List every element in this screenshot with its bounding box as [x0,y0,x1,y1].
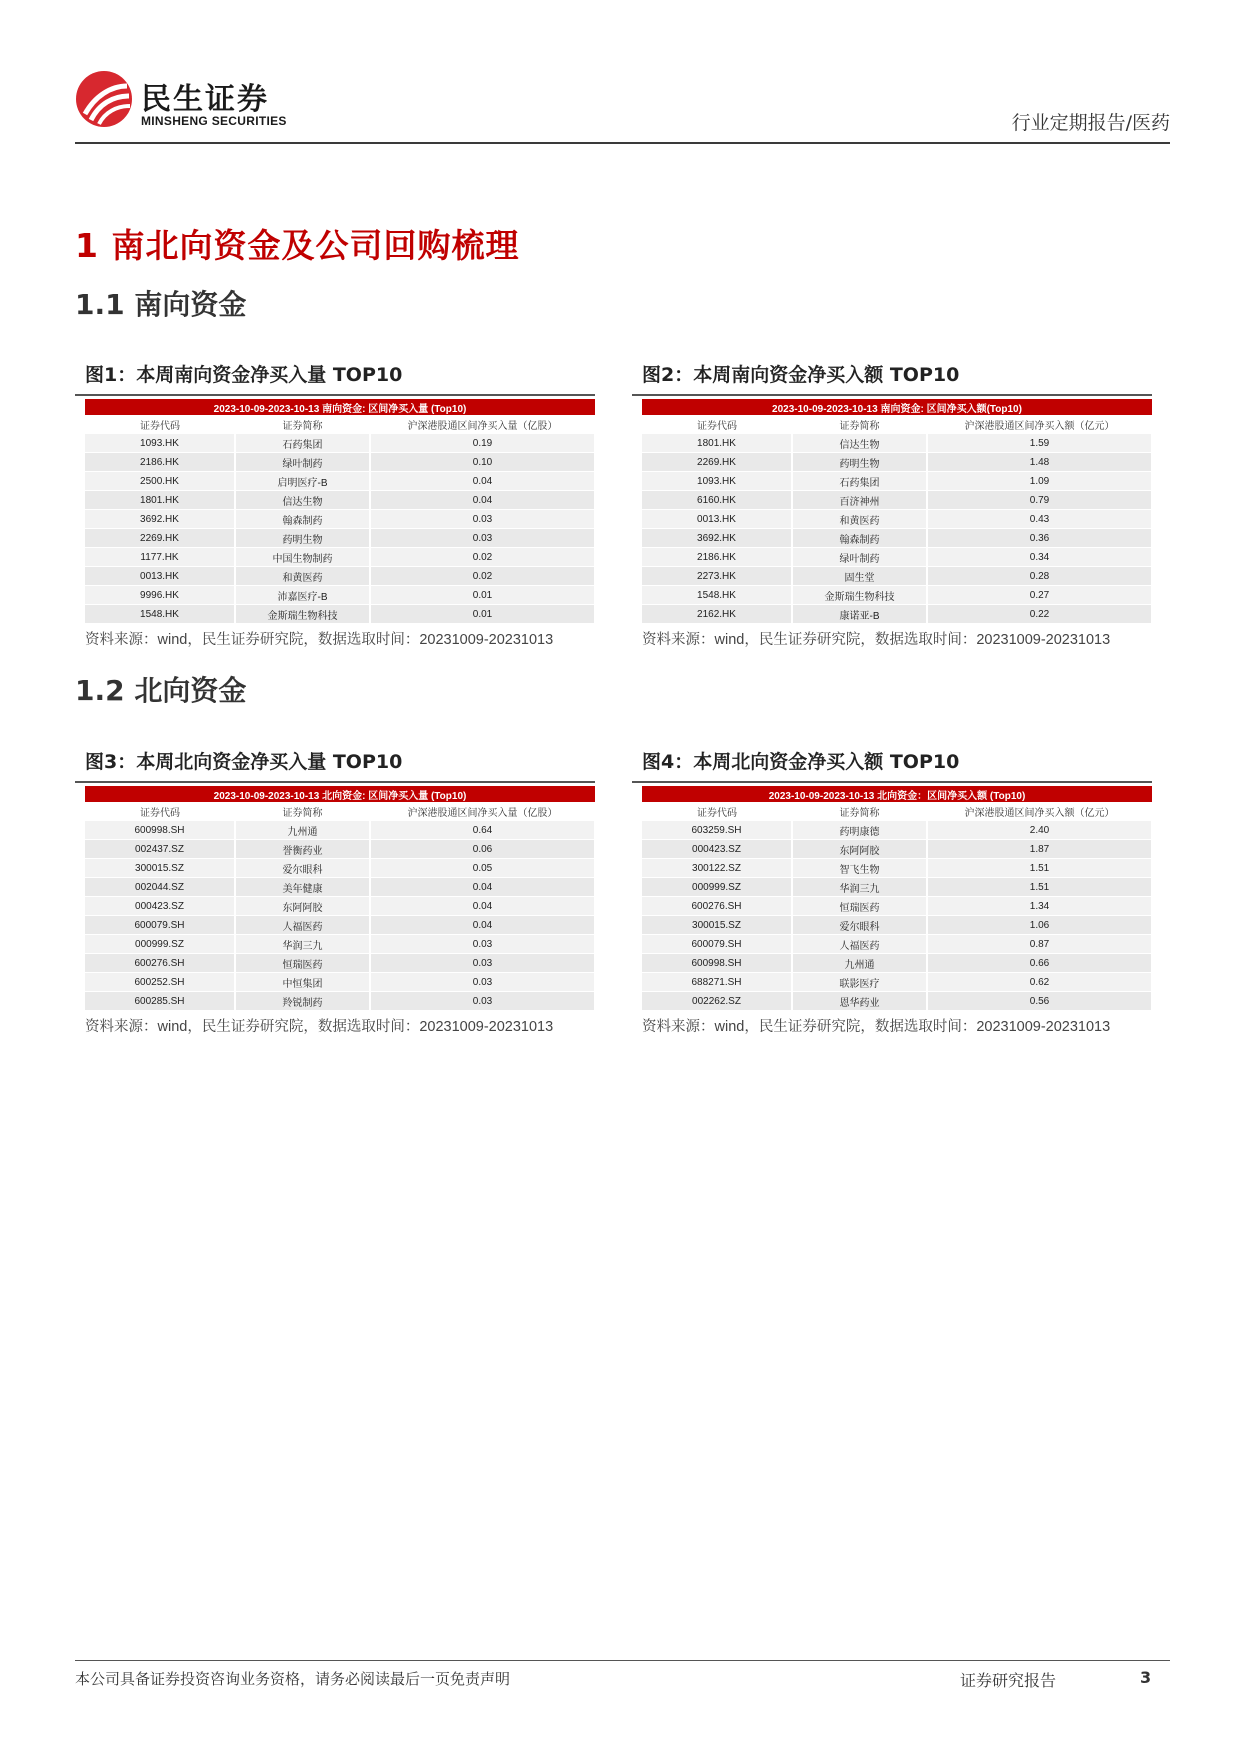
data-table [85,786,596,1011]
header-divider [75,142,1170,144]
table-row [642,859,1152,878]
table-cell: 0.34 [927,548,1152,567]
table-cell: 0.27 [927,586,1152,605]
table-cell: 0.22 [927,605,1152,624]
table-row [85,954,595,973]
footer-divider [75,1660,1170,1661]
figure-2 [632,360,1152,649]
table-row [642,821,1152,840]
figure-title: 图2：本周南向资金净买入额 TOP10 [632,360,1152,396]
data-table [642,399,1153,624]
page-header [75,62,1170,142]
table-row [642,897,1152,916]
table-cell: 1.59 [927,434,1152,453]
table-cell: 爱尔眼科 [235,859,370,878]
data-table [642,786,1153,1011]
table-cell: 3692.HK [85,510,235,529]
table-cell: 002044.SZ [85,878,235,897]
table-row [642,954,1152,973]
table-row [85,916,595,935]
figure-source: 资料来源：wind，民生证券研究院，数据选取时间：20231009-20231013 [85,1019,554,1035]
table-cell: 9996.HK [85,586,235,605]
table-cell: 002262.SZ [642,992,792,1011]
table-cell: 启明医疗-B [235,472,370,491]
table-row [642,973,1152,992]
document-type: 行业定期报告/医药 [1011,112,1170,134]
table-cell: 恒瑞医药 [792,897,927,916]
table-row [85,897,595,916]
table-cell: 0.03 [370,973,595,992]
column-header: 证券简称 [235,802,370,821]
table-cell: 600079.SH [642,935,792,954]
data-table [85,399,596,624]
table-row [642,510,1152,529]
table-cell: 固生堂 [792,567,927,586]
table-row [85,510,595,529]
table-row [642,840,1152,859]
table-row [85,859,595,878]
column-header: 证券简称 [792,415,927,434]
table-cell: 0.28 [927,567,1152,586]
table-cell: 1.34 [927,897,1152,916]
table-cell: 中国生物制药 [235,548,370,567]
table-cell: 0.01 [370,605,595,624]
table-cell: 0.04 [370,878,595,897]
table-cell: 九州通 [792,954,927,973]
table-row [85,434,595,453]
table-cell: 东阿阿胶 [792,840,927,859]
table-row [85,529,595,548]
figure-title: 图1：本周南向资金净买入量 TOP10 [75,360,595,396]
table-cell: 600998.SH [642,954,792,973]
section-1-2-title: 1.2 北向资金 [75,674,247,707]
table-cell: 恒瑞医药 [235,954,370,973]
table-cell: 1.87 [927,840,1152,859]
table-cell: 1801.HK [85,491,235,510]
table-cell: 中恒集团 [235,973,370,992]
table-cell: 沛嘉医疗-B [235,586,370,605]
table-cell: 0.79 [927,491,1152,510]
table-cell: 人福医药 [235,916,370,935]
table-cell: 2186.HK [85,453,235,472]
table-row [642,916,1152,935]
table-row [642,567,1152,586]
table-row [85,472,595,491]
table-cell: 2273.HK [642,567,792,586]
logo-english-text: MINSHENG SECURITIES [141,114,287,128]
table-cell: 300122.SZ [642,859,792,878]
table-row [85,973,595,992]
table-row [85,840,595,859]
table-row [642,935,1152,954]
table-cell: 0.36 [927,529,1152,548]
table-cell: 0.64 [370,821,595,840]
table-cell: 石药集团 [792,472,927,491]
table-cell: 1.48 [927,453,1152,472]
table-cell: 华润三九 [792,878,927,897]
table-row [85,935,595,954]
table-cell: 600276.SH [642,897,792,916]
table-cell: 1.51 [927,878,1152,897]
table-cell: 600079.SH [85,916,235,935]
table-row [85,821,595,840]
table-cell: 0.03 [370,992,595,1011]
section-1-1-title: 1.1 南向资金 [75,288,247,321]
table-cell: 300015.SZ [85,859,235,878]
section-1-title: 1 南北向资金及公司回购梳理 [75,226,520,265]
table-cell: 0.04 [370,916,595,935]
table-cell: 石药集团 [235,434,370,453]
table-cell: 0.56 [927,992,1152,1011]
table-cell: 2186.HK [642,548,792,567]
table-cell: 000423.SZ [642,840,792,859]
table-cell: 3692.HK [642,529,792,548]
table-row [642,878,1152,897]
table-cell: 绿叶制药 [792,548,927,567]
table-cell: 羚锐制药 [235,992,370,1011]
table-cell: 翰森制药 [792,529,927,548]
figure-source: 资料来源：wind，民生证券研究院，数据选取时间：20231009-20231013 [85,632,554,648]
table-cell: 2.40 [927,821,1152,840]
table-cell: 信达生物 [792,434,927,453]
table-cell: 智飞生物 [792,859,927,878]
table-row [642,548,1152,567]
table-cell: 000423.SZ [85,897,235,916]
table-row [85,491,595,510]
table-cell: 华润三九 [235,935,370,954]
table-cell: 美年健康 [235,878,370,897]
table-caption: 2023-10-09-2023-10-13 北向资金：区间净买入额 (Top10) [642,786,1152,802]
table-cell: 1.09 [927,472,1152,491]
table-cell: 688271.SH [642,973,792,992]
figure-source: 资料来源：wind，民生证券研究院，数据选取时间：20231009-20231013 [642,1019,1111,1035]
table-cell: 1548.HK [85,605,235,624]
table-row [642,434,1152,453]
table-cell: 药明生物 [235,529,370,548]
figure-4 [632,747,1152,1036]
table-cell: 1.51 [927,859,1152,878]
page-number: 3 [1140,1668,1152,1687]
table-cell: 0013.HK [642,510,792,529]
table-cell: 绿叶制药 [235,453,370,472]
figure-title: 图3：本周北向资金净买入量 TOP10 [75,747,595,783]
table-row [85,878,595,897]
table-cell: 0.06 [370,840,595,859]
table-row [85,567,595,586]
table-row [85,605,595,624]
table-cell: 0.43 [927,510,1152,529]
table-cell: 0.04 [370,472,595,491]
column-header: 沪深港股通区间净买入额（亿元） [927,415,1152,434]
table-cell: 和黄医药 [235,567,370,586]
figure-1 [75,360,595,649]
table-row [85,548,595,567]
table-cell: 0.03 [370,510,595,529]
table-cell: 603259.SH [642,821,792,840]
table-cell: 2162.HK [642,605,792,624]
table-cell: 0.03 [370,935,595,954]
table-cell: 恩华药业 [792,992,927,1011]
table-caption: 2023-10-09-2023-10-13 南向资金: 区间净买入额(Top10) [642,399,1152,415]
table-cell: 金斯瑞生物科技 [792,586,927,605]
table-cell: 誉衡药业 [235,840,370,859]
column-header: 证券代码 [642,802,792,821]
table-cell: 1548.HK [642,586,792,605]
table-caption: 2023-10-09-2023-10-13 南向资金: 区间净买入量 (Top10) [85,399,595,415]
table-cell: 600276.SH [85,954,235,973]
table-cell: 0.10 [370,453,595,472]
table-row [642,491,1152,510]
table-cell: 九州通 [235,821,370,840]
table-cell: 600998.SH [85,821,235,840]
table-cell: 爱尔眼科 [792,916,927,935]
column-header: 证券简称 [792,802,927,821]
table-cell: 药明生物 [792,453,927,472]
table-cell: 翰森制药 [235,510,370,529]
table-cell: 0.02 [370,567,595,586]
table-cell: 0.05 [370,859,595,878]
table-cell: 0.04 [370,897,595,916]
table-cell: 0.66 [927,954,1152,973]
column-header: 沪深港股通区间净买入量（亿股） [370,802,595,821]
table-row [642,453,1152,472]
table-cell: 2500.HK [85,472,235,491]
table-cell: 康诺亚-B [792,605,927,624]
table-row [85,453,595,472]
table-cell: 1093.HK [85,434,235,453]
table-cell: 和黄医药 [792,510,927,529]
figure-3 [75,747,595,1036]
table-cell: 人福医药 [792,935,927,954]
table-cell: 药明康德 [792,821,927,840]
table-cell: 600252.SH [85,973,235,992]
table-row [85,992,595,1011]
logo-chinese-text: 民生证券 [141,82,269,117]
table-caption: 2023-10-09-2023-10-13 北向资金: 区间净买入量 (Top10) [85,786,595,802]
table-cell: 0.03 [370,529,595,548]
table-cell: 0.02 [370,548,595,567]
table-cell: 1093.HK [642,472,792,491]
table-row [85,586,595,605]
table-row [642,586,1152,605]
table-cell: 0013.HK [85,567,235,586]
table-cell: 600285.SH [85,992,235,1011]
table-cell: 002437.SZ [85,840,235,859]
table-cell: 0.62 [927,973,1152,992]
table-cell: 信达生物 [235,491,370,510]
minsheng-logo-icon [75,70,133,128]
column-header: 证券简称 [235,415,370,434]
table-cell: 东阿阿胶 [235,897,370,916]
table-cell: 6160.HK [642,491,792,510]
table-cell: 0.04 [370,491,595,510]
table-cell: 联影医疗 [792,973,927,992]
table-row [642,992,1152,1011]
table-cell: 0.19 [370,434,595,453]
table-cell: 1.06 [927,916,1152,935]
table-cell: 2269.HK [85,529,235,548]
table-cell: 1801.HK [642,434,792,453]
footer-report-label: 证券研究报告 [960,1671,1057,1690]
column-header: 沪深港股通区间净买入额（亿元） [927,802,1152,821]
table-row [642,605,1152,624]
table-cell: 0.03 [370,954,595,973]
figure-source: 资料来源：wind，民生证券研究院，数据选取时间：20231009-20231013 [642,632,1111,648]
column-header: 证券代码 [85,802,235,821]
table-cell: 000999.SZ [85,935,235,954]
table-cell: 000999.SZ [642,878,792,897]
table-cell: 金斯瑞生物科技 [235,605,370,624]
company-logo [75,70,315,140]
column-header: 沪深港股通区间净买入量（亿股） [370,415,595,434]
table-cell: 0.87 [927,935,1152,954]
table-cell: 1177.HK [85,548,235,567]
table-cell: 0.01 [370,586,595,605]
figure-title: 图4：本周北向资金净买入额 TOP10 [632,747,1152,783]
table-cell: 百济神州 [792,491,927,510]
footer-disclaimer: 本公司具备证券投资咨询业务资格，请务必阅读最后一页免责声明 [75,1670,511,1688]
table-row [642,529,1152,548]
column-header: 证券代码 [85,415,235,434]
table-row [642,472,1152,491]
table-cell: 2269.HK [642,453,792,472]
table-cell: 300015.SZ [642,916,792,935]
column-header: 证券代码 [642,415,792,434]
